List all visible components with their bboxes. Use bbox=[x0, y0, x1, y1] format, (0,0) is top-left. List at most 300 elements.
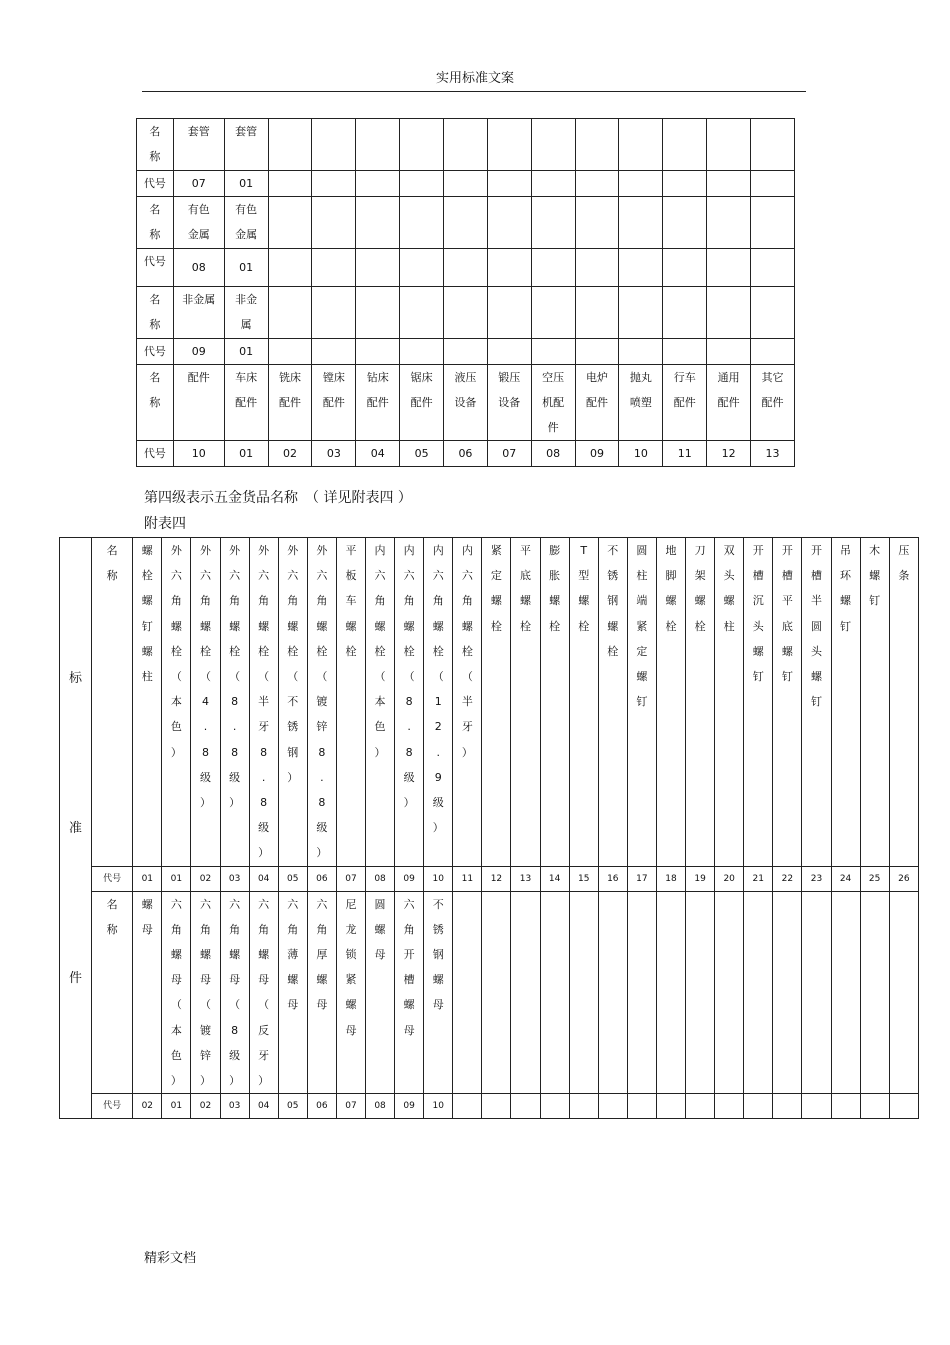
code-cell-text: 04 bbox=[257, 873, 270, 884]
name-cell-text: 圆 螺 母 bbox=[374, 897, 386, 962]
name-cell bbox=[312, 197, 356, 249]
code-cell bbox=[531, 171, 575, 197]
name-cell-text: 外 六 角 螺 栓 （ 镀 锌 8 . 8 级 ） bbox=[316, 544, 328, 860]
code-cell bbox=[889, 1094, 918, 1119]
name-cell bbox=[540, 891, 569, 1094]
code-cell bbox=[356, 171, 400, 197]
code-cell-text: 07 bbox=[191, 177, 206, 190]
name-cell bbox=[619, 119, 663, 171]
name-cell bbox=[162, 891, 191, 1094]
name-cell bbox=[619, 287, 663, 339]
code-cell-text: 20 bbox=[723, 873, 735, 884]
name-cell bbox=[751, 197, 795, 249]
name-cell bbox=[268, 365, 312, 441]
name-cell bbox=[575, 119, 619, 171]
level4-description: 第四级表示五金货品名称 （ 详见附表四 ） bbox=[144, 490, 412, 506]
code-cell bbox=[268, 171, 312, 197]
code-cell bbox=[715, 1094, 744, 1119]
appendix-title: 附表四 bbox=[144, 516, 186, 532]
code-cell bbox=[133, 1094, 162, 1119]
code-cell bbox=[511, 866, 540, 891]
code-cell bbox=[162, 866, 191, 891]
name-cell bbox=[773, 538, 802, 867]
name-cell-text: 有色 金属 bbox=[235, 203, 258, 241]
name-cell bbox=[453, 891, 482, 1094]
name-cell bbox=[444, 287, 488, 339]
name-cell-text: 铣床 配件 bbox=[279, 371, 301, 409]
name-cell-text: 开 槽 平 底 螺 钉 bbox=[781, 544, 793, 684]
name-cell-text: 开 槽 半 圆 头 螺 钉 bbox=[810, 544, 822, 709]
code-cell-text: 05 bbox=[287, 873, 299, 884]
code-cell bbox=[173, 441, 224, 467]
name-cell bbox=[453, 538, 482, 867]
name-cell-text: 锻压 设备 bbox=[498, 371, 521, 409]
code-cell-text: 11 bbox=[461, 873, 474, 884]
code-cell bbox=[707, 441, 751, 467]
code-cell-text: 10 bbox=[432, 873, 444, 884]
code-cell-text: 25 bbox=[868, 873, 881, 884]
code-cell bbox=[356, 441, 400, 467]
code-cell bbox=[173, 171, 224, 197]
code-cell-text: 18 bbox=[665, 873, 677, 884]
code-cell bbox=[531, 339, 575, 365]
name-cell bbox=[366, 538, 395, 867]
code-cell bbox=[453, 1094, 482, 1119]
name-label-text: 名 称 bbox=[149, 371, 161, 409]
code-cell bbox=[575, 171, 619, 197]
name-cell-text: 锯床 配件 bbox=[410, 371, 433, 409]
name-cell bbox=[173, 197, 224, 249]
code-cell bbox=[444, 171, 488, 197]
code-cell-text: 13 bbox=[765, 447, 780, 460]
code-cell bbox=[444, 339, 488, 365]
name-cell bbox=[395, 891, 424, 1094]
code-cell bbox=[569, 866, 598, 891]
name-cell-text: 外 六 角 螺 栓 （ 8 . 8 级 ） bbox=[229, 544, 241, 810]
name-cell bbox=[511, 891, 540, 1094]
code-cell-text: 01 bbox=[239, 447, 254, 460]
code-cell-text: 15 bbox=[577, 873, 590, 884]
code-label-text: 代号 bbox=[143, 447, 166, 460]
name-cell-text: 压 条 bbox=[898, 544, 910, 583]
name-label bbox=[137, 197, 174, 249]
name-cell bbox=[575, 197, 619, 249]
code-cell-text: 10 bbox=[191, 447, 206, 460]
name-cell-text: 六 角 厚 螺 母 bbox=[316, 897, 328, 1012]
name-cell bbox=[751, 119, 795, 171]
side-label-char: 准 bbox=[69, 821, 83, 836]
side-label-char: 标 bbox=[69, 671, 83, 686]
name-cell bbox=[860, 538, 889, 867]
name-cell-text: 膨 胀 螺 栓 bbox=[549, 544, 561, 633]
code-cell bbox=[268, 339, 312, 365]
code-cell bbox=[191, 1094, 220, 1119]
code-cell bbox=[575, 441, 619, 467]
code-cell-text: 10 bbox=[633, 447, 648, 460]
code-cell-text: 04 bbox=[257, 1101, 270, 1112]
code-cell bbox=[173, 339, 224, 365]
name-cell-text: 其它 配件 bbox=[761, 371, 784, 409]
code-cell bbox=[356, 339, 400, 365]
name-cell bbox=[598, 538, 627, 867]
name-cell bbox=[663, 287, 707, 339]
code-cell-text: 08 bbox=[191, 261, 206, 274]
code-cell bbox=[424, 1094, 453, 1119]
name-cell bbox=[686, 891, 715, 1094]
name-cell-text: 六 角 开 槽 螺 母 bbox=[403, 897, 415, 1037]
name-cell bbox=[707, 365, 751, 441]
name-cell-text: 非金属 bbox=[182, 293, 216, 306]
name-cell bbox=[336, 538, 365, 867]
name-cell-text: 镗床 配件 bbox=[322, 371, 345, 409]
code-cell bbox=[191, 866, 220, 891]
code-label bbox=[92, 866, 133, 891]
name-cell bbox=[889, 538, 918, 867]
name-cell bbox=[619, 197, 663, 249]
name-cell-text: 通用 配件 bbox=[717, 371, 740, 409]
code-cell bbox=[773, 866, 802, 891]
name-cell bbox=[531, 197, 575, 249]
table-row bbox=[137, 197, 795, 249]
code-cell-text: 04 bbox=[370, 447, 385, 460]
name-label-text: 名 称 bbox=[149, 293, 161, 331]
name-cell-text: 内 六 角 螺 栓 （ 8 . 8 级 ） bbox=[403, 544, 415, 810]
code-cell bbox=[162, 1094, 191, 1119]
name-cell bbox=[220, 891, 249, 1094]
code-cell bbox=[278, 866, 307, 891]
code-cell-text: 08 bbox=[546, 447, 561, 460]
name-cell bbox=[268, 197, 312, 249]
code-cell-text: 26 bbox=[898, 873, 910, 884]
name-cell bbox=[444, 365, 488, 441]
code-cell bbox=[619, 249, 663, 287]
table-row bbox=[60, 891, 919, 1094]
code-cell bbox=[268, 441, 312, 467]
name-cell bbox=[531, 119, 575, 171]
code-cell bbox=[400, 441, 444, 467]
code-cell bbox=[424, 866, 453, 891]
code-cell bbox=[707, 171, 751, 197]
name-cell bbox=[487, 119, 531, 171]
name-cell-text: 外 六 角 螺 栓 （ 本 色 ） bbox=[170, 544, 182, 759]
code-cell bbox=[663, 249, 707, 287]
page-footer: 精彩文档 bbox=[144, 1251, 197, 1266]
code-cell-text: 12 bbox=[490, 873, 503, 884]
name-cell bbox=[656, 538, 685, 867]
code-label-text: 代号 bbox=[143, 255, 166, 268]
name-cell bbox=[366, 891, 395, 1094]
code-cell bbox=[224, 339, 268, 365]
name-cell bbox=[312, 365, 356, 441]
name-cell-text: 内 六 角 螺 栓 （ 本 色 ） bbox=[374, 544, 386, 759]
name-cell bbox=[715, 891, 744, 1094]
name-cell-text: 有色 金属 bbox=[187, 203, 210, 241]
table-row bbox=[137, 287, 795, 339]
name-cell bbox=[278, 538, 307, 867]
table-row bbox=[137, 119, 795, 171]
code-label bbox=[137, 171, 174, 197]
name-cell bbox=[400, 197, 444, 249]
code-cell bbox=[663, 171, 707, 197]
code-cell-text: 03 bbox=[228, 1101, 241, 1112]
code-cell bbox=[663, 441, 707, 467]
name-cell bbox=[663, 365, 707, 441]
code-cell bbox=[744, 1094, 773, 1119]
name-cell-text: 不 锈 钢 螺 栓 bbox=[607, 544, 619, 658]
code-cell bbox=[444, 249, 488, 287]
name-cell-text: 内 六 角 螺 栓 （ 1 2 . 9 级 ） bbox=[432, 544, 444, 835]
code-cell bbox=[356, 249, 400, 287]
name-cell-text: 内 六 角 螺 栓 （ 半 牙 ） bbox=[461, 544, 473, 759]
code-label-text: 代号 bbox=[143, 345, 166, 358]
name-cell bbox=[751, 287, 795, 339]
name-cell-text: 六 角 螺 母 （ 本 色 ） bbox=[170, 897, 182, 1088]
name-cell bbox=[249, 891, 278, 1094]
name-cell-text: 六 角 螺 母 （ 镀 锌 ） bbox=[199, 897, 211, 1088]
name-label-text: 名 称 bbox=[149, 203, 161, 241]
code-cell bbox=[860, 866, 889, 891]
name-cell bbox=[395, 538, 424, 867]
code-cell bbox=[531, 249, 575, 287]
code-cell-text: 06 bbox=[316, 873, 328, 884]
code-cell bbox=[627, 1094, 656, 1119]
name-cell bbox=[224, 119, 268, 171]
name-cell-text: 平 底 螺 栓 bbox=[520, 544, 532, 633]
code-cell bbox=[656, 1094, 685, 1119]
code-cell bbox=[540, 1094, 569, 1119]
code-cell bbox=[268, 249, 312, 287]
name-cell bbox=[707, 119, 751, 171]
code-cell-text: 10 bbox=[432, 1101, 444, 1112]
code-cell bbox=[575, 249, 619, 287]
name-cell bbox=[627, 891, 656, 1094]
name-cell bbox=[424, 538, 453, 867]
name-cell-text: 车床 配件 bbox=[235, 371, 258, 409]
name-cell bbox=[619, 365, 663, 441]
name-cell bbox=[569, 891, 598, 1094]
page-header-title: 实用标准文案 bbox=[435, 71, 514, 86]
name-cell bbox=[400, 365, 444, 441]
name-cell bbox=[569, 538, 598, 867]
code-cell-text: 09 bbox=[191, 345, 206, 358]
code-cell-text: 01 bbox=[170, 873, 183, 884]
name-cell-text: 配件 bbox=[187, 371, 210, 384]
name-cell bbox=[400, 287, 444, 339]
appendix-table-4 bbox=[59, 537, 919, 1119]
name-cell bbox=[627, 538, 656, 867]
code-cell bbox=[400, 171, 444, 197]
code-cell bbox=[831, 866, 860, 891]
code-cell bbox=[482, 1094, 511, 1119]
code-cell bbox=[744, 866, 773, 891]
name-label bbox=[137, 287, 174, 339]
code-cell bbox=[133, 866, 162, 891]
name-cell bbox=[744, 538, 773, 867]
code-label-text: 代号 bbox=[143, 177, 166, 190]
code-cell-text: 07 bbox=[502, 447, 517, 460]
code-cell-text: 07 bbox=[345, 873, 357, 884]
code-cell bbox=[336, 866, 365, 891]
code-label-text: 代号 bbox=[103, 873, 122, 884]
code-cell bbox=[751, 249, 795, 287]
code-cell bbox=[619, 171, 663, 197]
name-cell bbox=[511, 538, 540, 867]
code-cell-text: 14 bbox=[548, 873, 561, 884]
name-cell-text: 尼 龙 锁 紧 螺 母 bbox=[345, 897, 357, 1037]
name-cell-text: 平 板 车 螺 栓 bbox=[345, 544, 357, 658]
name-cell bbox=[663, 119, 707, 171]
name-cell bbox=[224, 365, 268, 441]
code-cell bbox=[707, 339, 751, 365]
code-cell bbox=[395, 1094, 424, 1119]
name-cell-text: 空压 机配 件 bbox=[542, 371, 565, 434]
code-label bbox=[137, 441, 174, 467]
code-cell bbox=[336, 1094, 365, 1119]
code-cell bbox=[312, 249, 356, 287]
name-cell bbox=[831, 891, 860, 1094]
table-row bbox=[60, 1094, 919, 1119]
code-cell bbox=[307, 866, 336, 891]
code-cell bbox=[307, 1094, 336, 1119]
name-cell bbox=[802, 538, 831, 867]
name-cell bbox=[598, 891, 627, 1094]
name-cell bbox=[751, 365, 795, 441]
name-cell bbox=[531, 365, 575, 441]
code-cell bbox=[487, 249, 531, 287]
name-label bbox=[92, 891, 133, 1094]
name-cell bbox=[224, 287, 268, 339]
code-cell bbox=[312, 441, 356, 467]
code-cell bbox=[889, 866, 918, 891]
code-cell bbox=[278, 1094, 307, 1119]
code-cell bbox=[487, 339, 531, 365]
name-cell bbox=[444, 119, 488, 171]
code-cell bbox=[173, 249, 224, 287]
name-cell-text: 木 螺 钉 bbox=[869, 544, 881, 608]
name-cell-text: 钻床 配件 bbox=[366, 371, 389, 409]
code-cell-text: 12 bbox=[721, 447, 736, 460]
category-side-label bbox=[60, 538, 92, 1119]
code-cell bbox=[831, 1094, 860, 1119]
name-cell bbox=[424, 891, 453, 1094]
name-cell bbox=[191, 538, 220, 867]
name-cell bbox=[312, 119, 356, 171]
name-cell-text: 地 脚 螺 栓 bbox=[665, 544, 677, 633]
name-cell-text: 螺 栓 螺 钉 螺 柱 bbox=[141, 544, 153, 684]
name-cell-text: 吊 环 螺 钉 bbox=[840, 544, 852, 633]
name-cell bbox=[173, 365, 224, 441]
code-cell-text: 09 bbox=[403, 873, 415, 884]
code-cell-text: 02 bbox=[199, 1101, 212, 1112]
table-row bbox=[60, 866, 919, 891]
code-cell bbox=[487, 441, 531, 467]
name-cell bbox=[487, 287, 531, 339]
name-cell bbox=[831, 538, 860, 867]
name-cell bbox=[744, 891, 773, 1094]
code-cell bbox=[366, 1094, 395, 1119]
code-cell-text: 08 bbox=[374, 1101, 386, 1112]
code-cell bbox=[751, 171, 795, 197]
name-cell-text: 六 角 薄 螺 母 bbox=[287, 897, 299, 1012]
name-cell-text: 液压 设备 bbox=[454, 371, 477, 409]
code-cell bbox=[656, 866, 685, 891]
name-cell bbox=[656, 891, 685, 1094]
name-label-text: 名 称 bbox=[106, 544, 118, 583]
code-cell bbox=[400, 339, 444, 365]
code-cell-text: 06 bbox=[316, 1101, 328, 1112]
code-cell bbox=[224, 249, 268, 287]
code-cell bbox=[249, 1094, 278, 1119]
name-cell-text: 外 六 角 螺 栓 （ 不 锈 钢 ） bbox=[287, 544, 299, 784]
name-cell bbox=[191, 891, 220, 1094]
header-divider bbox=[142, 91, 806, 92]
code-cell-text: 09 bbox=[403, 1101, 415, 1112]
code-cell-text: 07 bbox=[345, 1101, 357, 1112]
code-cell-text: 13 bbox=[519, 873, 532, 884]
name-cell bbox=[663, 197, 707, 249]
name-cell bbox=[487, 365, 531, 441]
code-cell bbox=[395, 866, 424, 891]
code-cell bbox=[312, 171, 356, 197]
table-row bbox=[137, 441, 795, 467]
name-label bbox=[137, 365, 174, 441]
table-row bbox=[60, 538, 919, 867]
name-cell-text: 六 角 螺 母 （ 反 牙 ） bbox=[258, 897, 270, 1088]
code-cell-text: 23 bbox=[810, 873, 823, 884]
code-cell-text: 11 bbox=[677, 447, 692, 460]
code-label bbox=[137, 339, 174, 365]
code-cell-text: 01 bbox=[239, 177, 254, 190]
name-cell bbox=[224, 197, 268, 249]
name-label-text: 名 称 bbox=[149, 125, 161, 163]
code-cell-text: 16 bbox=[607, 873, 619, 884]
code-cell bbox=[487, 171, 531, 197]
code-cell-text: 01 bbox=[239, 261, 254, 274]
code-cell bbox=[663, 339, 707, 365]
code-cell bbox=[715, 866, 744, 891]
name-cell bbox=[773, 891, 802, 1094]
code-label-text: 代号 bbox=[103, 1101, 122, 1112]
name-cell bbox=[531, 287, 575, 339]
code-cell bbox=[224, 171, 268, 197]
code-table-level3 bbox=[136, 118, 795, 467]
code-cell bbox=[627, 866, 656, 891]
code-cell bbox=[598, 1094, 627, 1119]
name-cell bbox=[268, 287, 312, 339]
table-row bbox=[137, 365, 795, 441]
code-cell-text: 08 bbox=[374, 873, 386, 884]
name-cell bbox=[686, 538, 715, 867]
code-cell bbox=[619, 339, 663, 365]
table-row bbox=[137, 171, 795, 197]
name-cell-text: 非金 属 bbox=[235, 293, 258, 331]
name-cell bbox=[356, 119, 400, 171]
name-cell bbox=[356, 197, 400, 249]
code-cell bbox=[569, 1094, 598, 1119]
code-cell bbox=[860, 1094, 889, 1119]
table-row bbox=[137, 249, 795, 287]
name-cell-text: 六 角 螺 母 （ 8 级 ） bbox=[229, 897, 241, 1088]
code-label bbox=[92, 1094, 133, 1119]
code-cell bbox=[575, 339, 619, 365]
code-cell bbox=[686, 866, 715, 891]
name-cell bbox=[278, 891, 307, 1094]
code-cell bbox=[453, 866, 482, 891]
code-cell-text: 05 bbox=[287, 1101, 299, 1112]
name-cell bbox=[400, 119, 444, 171]
name-cell bbox=[715, 538, 744, 867]
name-cell-text: 套管 bbox=[235, 125, 258, 138]
